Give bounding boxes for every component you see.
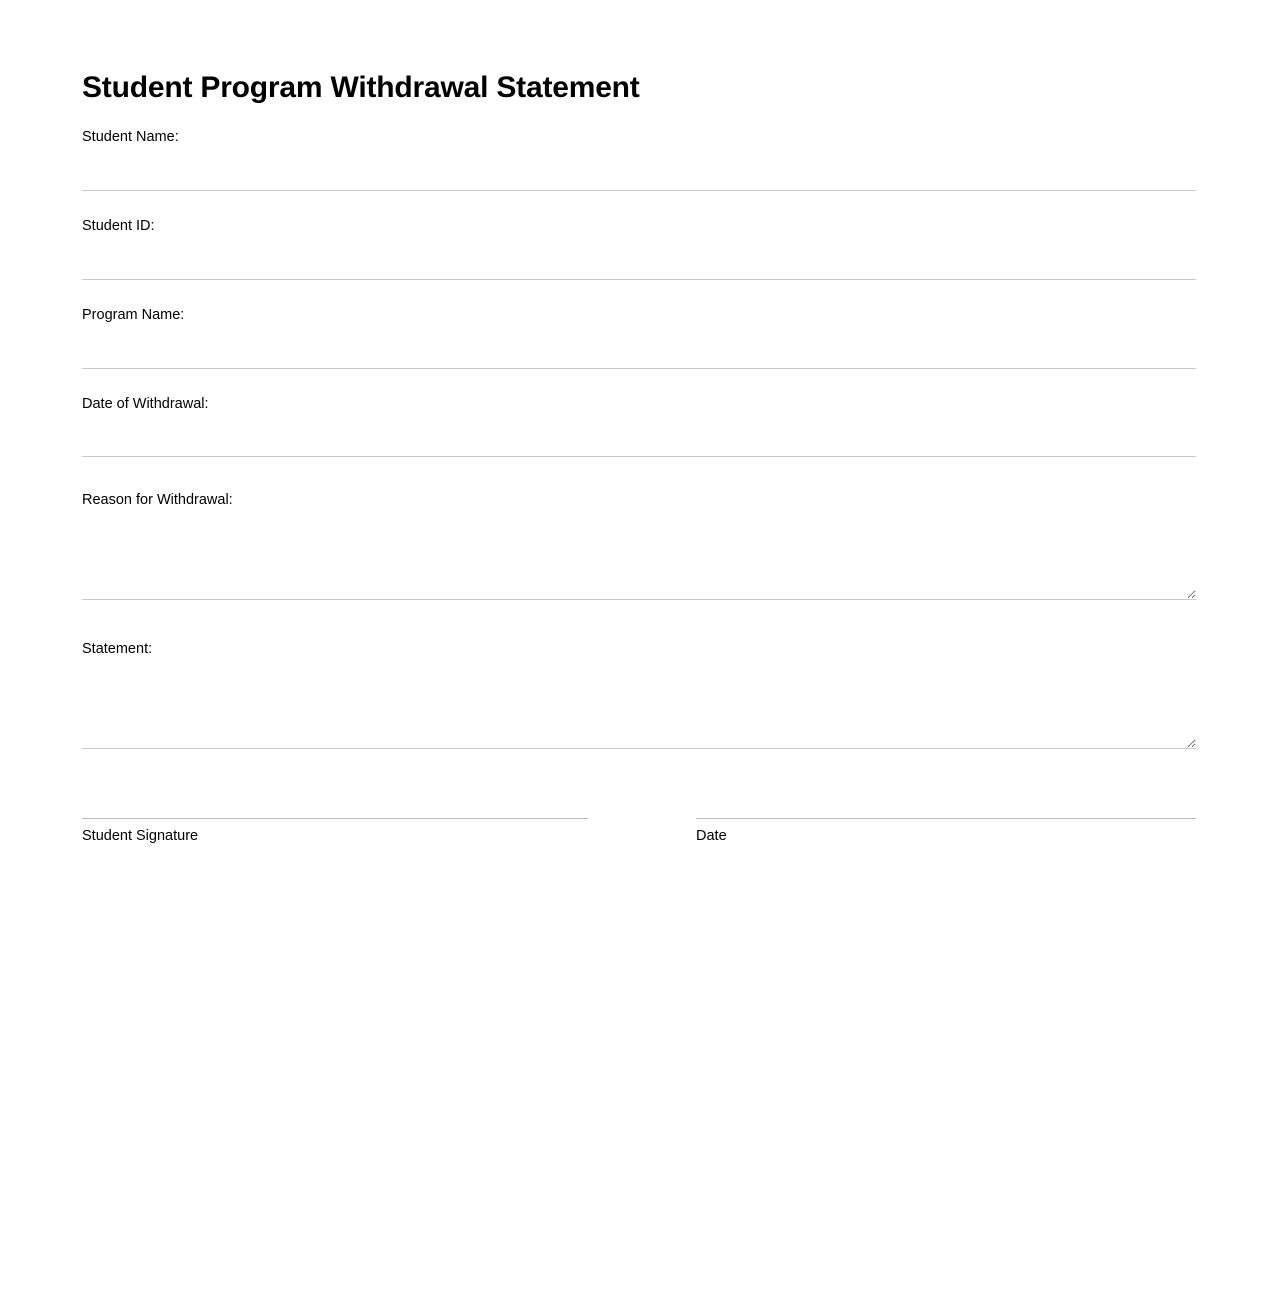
field-reason-for-withdrawal bbox=[82, 491, 1196, 600]
field-signature-date bbox=[696, 797, 1196, 846]
signature-date-caption: Date bbox=[696, 828, 727, 845]
field-date-of-withdrawal bbox=[82, 395, 1196, 458]
signature-row bbox=[82, 797, 1196, 846]
page-title: Student Program Withdrawal Statement bbox=[82, 71, 640, 104]
field-statement bbox=[82, 640, 1196, 749]
student-name-label: Student Name: bbox=[82, 129, 179, 145]
program-name-input[interactable] bbox=[82, 349, 1196, 369]
student-id-input[interactable] bbox=[82, 260, 1196, 280]
student-name-input[interactable] bbox=[82, 171, 1196, 191]
reason-for-withdrawal-label: Reason for Withdrawal: bbox=[82, 492, 233, 509]
date-of-withdrawal-input[interactable] bbox=[82, 437, 1196, 457]
reason-for-withdrawal-textarea[interactable] bbox=[82, 538, 1196, 600]
field-student-name bbox=[82, 128, 1196, 191]
student-id-label: Student ID: bbox=[82, 217, 155, 234]
program-name-label: Program Name: bbox=[82, 306, 185, 323]
field-student-signature bbox=[82, 797, 588, 846]
signature-date-input[interactable] bbox=[696, 797, 1196, 819]
date-of-withdrawal-label: Date of Withdrawal: bbox=[82, 395, 209, 412]
field-program-name bbox=[82, 306, 1196, 369]
student-signature-caption: Student Signature bbox=[82, 828, 199, 845]
statement-textarea[interactable] bbox=[82, 687, 1196, 749]
field-student-id bbox=[82, 217, 1196, 280]
statement-label: Statement: bbox=[82, 641, 153, 658]
student-signature-input[interactable] bbox=[82, 797, 588, 819]
